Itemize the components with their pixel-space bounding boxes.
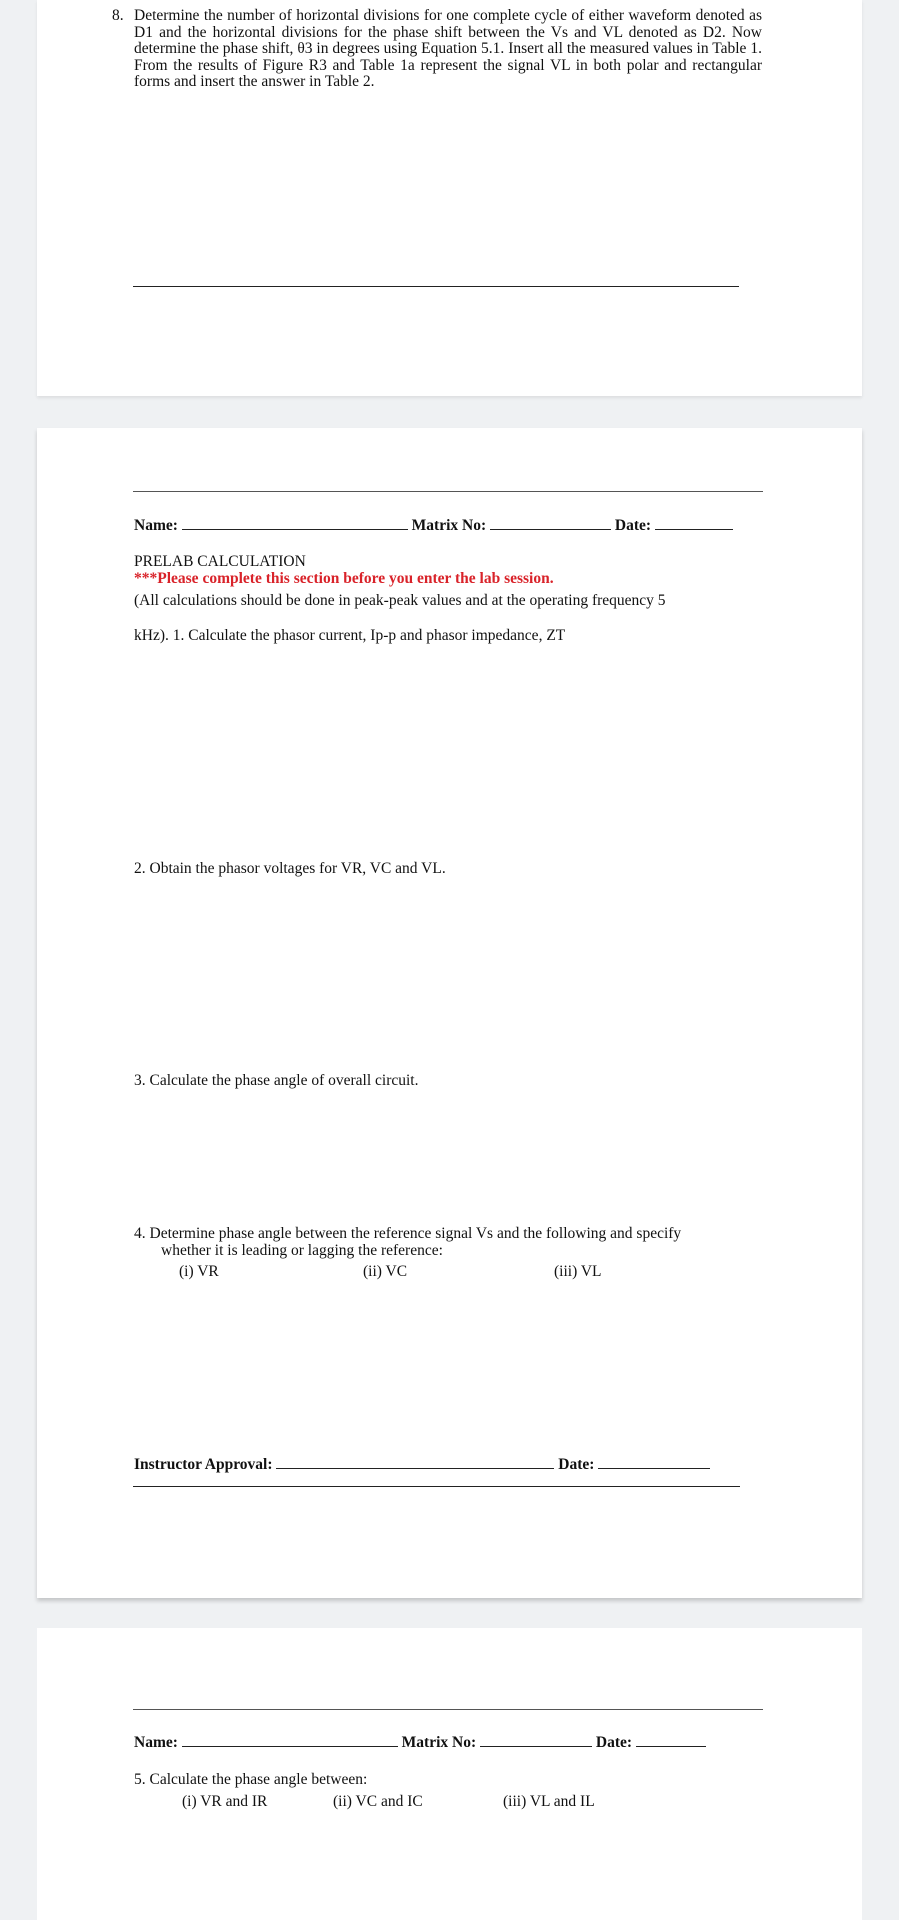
name-row [134, 517, 733, 535]
section-title: PRELAB CALCULATION [134, 553, 306, 570]
question-3: 3. Calculate the phase angle of overall circuit. [134, 1072, 419, 1089]
instructor-label: Instructor Approval: [134, 1456, 273, 1473]
matrix-field[interactable] [490, 517, 611, 530]
instructor-field[interactable] [276, 1456, 554, 1469]
question-5-option-1: (i) VR and IR [182, 1793, 268, 1810]
name-row-2 [134, 1734, 706, 1752]
date-label-2: Date: [595, 1734, 633, 1751]
header-rule-2 [133, 1709, 763, 1710]
date-field[interactable] [655, 517, 733, 530]
header-rule [133, 491, 763, 492]
document-page-1 [37, 0, 862, 396]
question-5-option-3: (iii) VL and IL [503, 1793, 595, 1810]
question-1: kHz). 1. Calculate the phasor current, Ip-p and phasor impedance, ZT [134, 627, 566, 644]
question-5: 5. Calculate the phase angle between: [134, 1771, 368, 1788]
question-2: 2. Obtain the phasor voltages for VR, VC and VL. [134, 860, 446, 877]
instructor-row [134, 1456, 710, 1474]
question-4-option-1: (i) VR [179, 1263, 219, 1280]
date-field-2[interactable] [636, 1734, 706, 1747]
question-8-text: Determine the number of horizontal divisions for one complete cycle of either waveform denoted as D1 and the horizontal divisions for the phase shift between the Vs and VL denoted as D2. Now determine the phase shift, θ3 in degrees using Equation 5.1. Insert all the measured values in Table 1. From the results of Figure R3 and Table 1a represent the signal VL in both polar and rectangular forms and insert the answer in Table 2. [134, 7, 762, 90]
question-5-option-2: (ii) VC and IC [333, 1793, 423, 1810]
intro-line-1: (All calculations should be done in peak-peak values and at the operating frequency 5 [134, 592, 666, 609]
name-field-2[interactable] [182, 1734, 398, 1747]
question-4-line-2: whether it is leading or lagging the reference: [161, 1242, 443, 1259]
matrix-field-2[interactable] [480, 1734, 592, 1747]
matrix-label: Matrix No: [411, 517, 487, 534]
question-4-option-2: (ii) VC [363, 1263, 408, 1280]
question-4-option-3: (iii) VL [554, 1263, 602, 1280]
name-label-2: Name: [134, 1734, 178, 1751]
name-field[interactable] [182, 517, 408, 530]
name-label: Name: [134, 517, 178, 534]
date-label: Date: [614, 517, 652, 534]
approval-date-label: Date: [558, 1456, 595, 1473]
question-8 [112, 7, 762, 91]
document-page-2 [37, 428, 862, 1598]
question-8-number: 8. [112, 7, 124, 24]
question-4-line-1: 4. Determine phase angle between the reference signal Vs and the following and specify [134, 1225, 682, 1242]
document-page-3 [37, 1628, 862, 1920]
answer-line [133, 286, 739, 287]
approval-date-field[interactable] [598, 1456, 710, 1469]
warning-text: ***Please complete this section before you enter the lab session. [134, 570, 554, 587]
footer-rule [133, 1486, 740, 1487]
matrix-label-2: Matrix No: [401, 1734, 477, 1751]
